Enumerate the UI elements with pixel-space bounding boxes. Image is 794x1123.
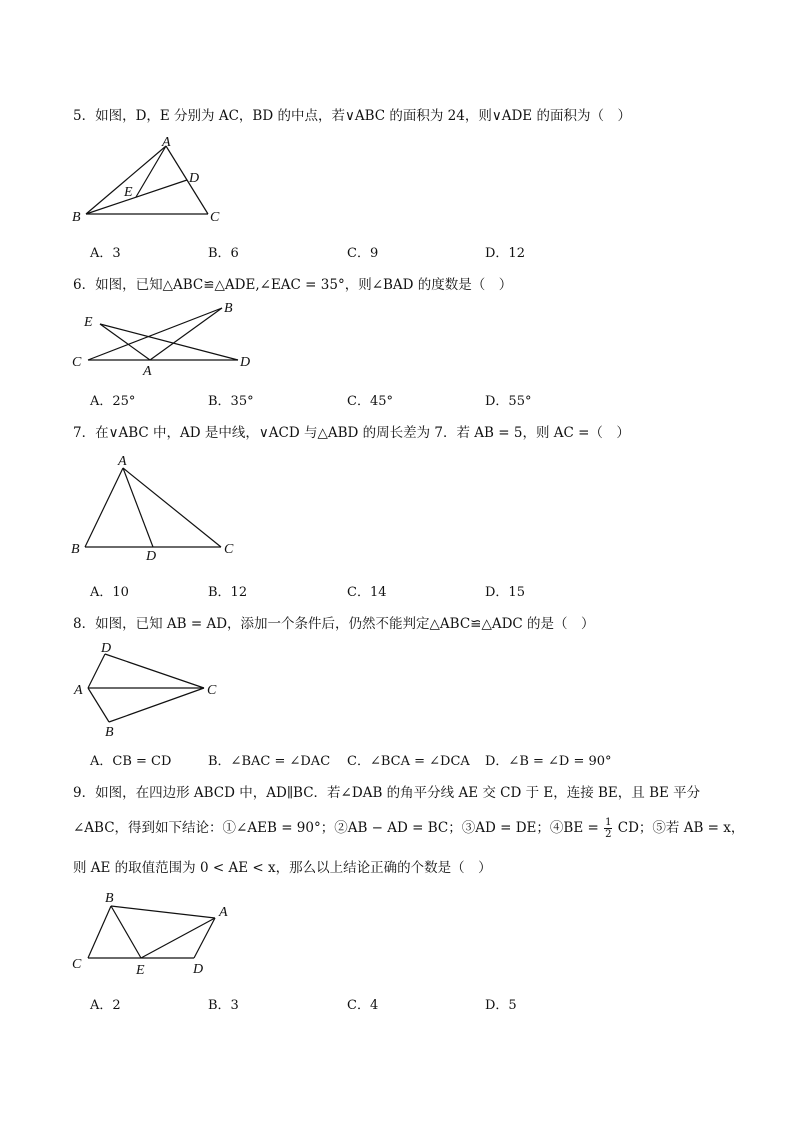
q7-label-a: A — [118, 454, 127, 469]
q9-fraction-half — [604, 817, 612, 840]
question-8-figure — [68, 637, 228, 739]
question-7-figure — [68, 452, 248, 564]
q5-label-c: C — [210, 210, 220, 225]
q9-label-e: E — [136, 963, 145, 978]
q5-label-e: E — [124, 185, 133, 200]
question-6-figure — [68, 296, 268, 378]
q6-label-a: A — [143, 364, 152, 379]
q5-label-a: A — [162, 135, 171, 150]
question-8-stem: 8．如图，已知 AB = AD，添加一个条件后，仍然不能判定△ABC≌△ADC 的是（ ） — [73, 616, 595, 632]
q8-label-d: D — [101, 641, 112, 656]
q6-label-e: E — [84, 315, 93, 330]
q9-label-b: B — [105, 891, 114, 906]
q8-label-b: B — [105, 725, 114, 740]
q8-option-a[interactable]: A．CB = CD — [90, 754, 172, 769]
q6-option-c[interactable]: C．45° — [347, 394, 393, 409]
q7-label-d: D — [146, 549, 157, 564]
q6-option-b[interactable]: B．35° — [208, 394, 254, 409]
q8-label-c: C — [207, 683, 217, 698]
q6-label-d: D — [240, 355, 251, 370]
q9-fraction-numerator: 1 — [605, 817, 612, 828]
q7-option-b[interactable]: B．12 — [208, 585, 248, 600]
q9-label-d: D — [193, 962, 204, 977]
q7-label-b: B — [71, 542, 80, 557]
question-9-figure — [68, 886, 248, 978]
q8-option-b[interactable]: B．∠BAC = ∠DAC — [208, 754, 331, 769]
q6-label-b: B — [224, 301, 233, 316]
q8-option-d[interactable]: D．∠B = ∠D = 90° — [485, 754, 612, 769]
q5-option-a[interactable]: A．3 — [90, 246, 121, 261]
q9-fraction-denominator: 2 — [605, 829, 612, 840]
q9-label-a: A — [219, 905, 228, 920]
question-5-figure — [68, 134, 228, 226]
q7-option-d[interactable]: D．15 — [485, 585, 525, 600]
q5-label-b: B — [72, 210, 81, 225]
question-6-stem: 6．如图，已知△ABC≌△ADE,∠EAC = 35°，则∠BAD 的度数是（ ） — [73, 277, 513, 293]
q9-line2-part-b: CD；⑤若 AB = x， — [617, 820, 745, 836]
q9-option-b[interactable]: B．3 — [208, 998, 239, 1013]
question-7-stem: 7．在∨ABC 中，AD 是中线，∨ACD 与△ABD 的周长差为 7．若 AB = 5，则 AC =（ ） — [73, 425, 630, 441]
q5-option-d[interactable]: D．12 — [485, 246, 525, 261]
q6-option-d[interactable]: D．55° — [485, 394, 532, 409]
question-9-stem-line1: 9．如图，在四边形 ABCD 中，AD∥BC．若∠DAB 的角平分线 AE 交 CD 于 E，连接 BE，且 BE 平分 — [73, 785, 701, 801]
q9-option-a[interactable]: A．2 — [90, 998, 121, 1013]
question-9-stem-line3: 则 AE 的取值范围为 0 < AE < x，那么以上结论正确的个数是（ ） — [73, 860, 492, 876]
q6-option-a[interactable]: A．25° — [90, 394, 136, 409]
q7-option-a[interactable]: A．10 — [90, 585, 129, 600]
q9-line2-part-a: ∠ABC，得到如下结论：①∠AEB = 90°；②AB − AD = BC；③AD = DE；④BE = — [73, 820, 599, 836]
q9-label-c: C — [72, 957, 82, 972]
q9-option-c[interactable]: C．4 — [347, 998, 379, 1013]
q8-label-a: A — [74, 683, 83, 698]
q5-option-c[interactable]: C．9 — [347, 246, 379, 261]
q5-option-b[interactable]: B．6 — [208, 246, 239, 261]
q9-option-d[interactable]: D．5 — [485, 998, 517, 1013]
question-5-stem: 5．如图，D，E 分别为 AC，BD 的中点，若∨ABC 的面积为 24，则∨ADE 的面积为（ ） — [73, 108, 631, 124]
q7-label-c: C — [224, 542, 234, 557]
question-9-stem-line2 — [73, 816, 744, 840]
q7-option-c[interactable]: C．14 — [347, 585, 387, 600]
q8-option-c[interactable]: C．∠BCA = ∠DCA — [347, 754, 470, 769]
q5-label-d: D — [189, 171, 200, 186]
q6-label-c: C — [72, 355, 82, 370]
